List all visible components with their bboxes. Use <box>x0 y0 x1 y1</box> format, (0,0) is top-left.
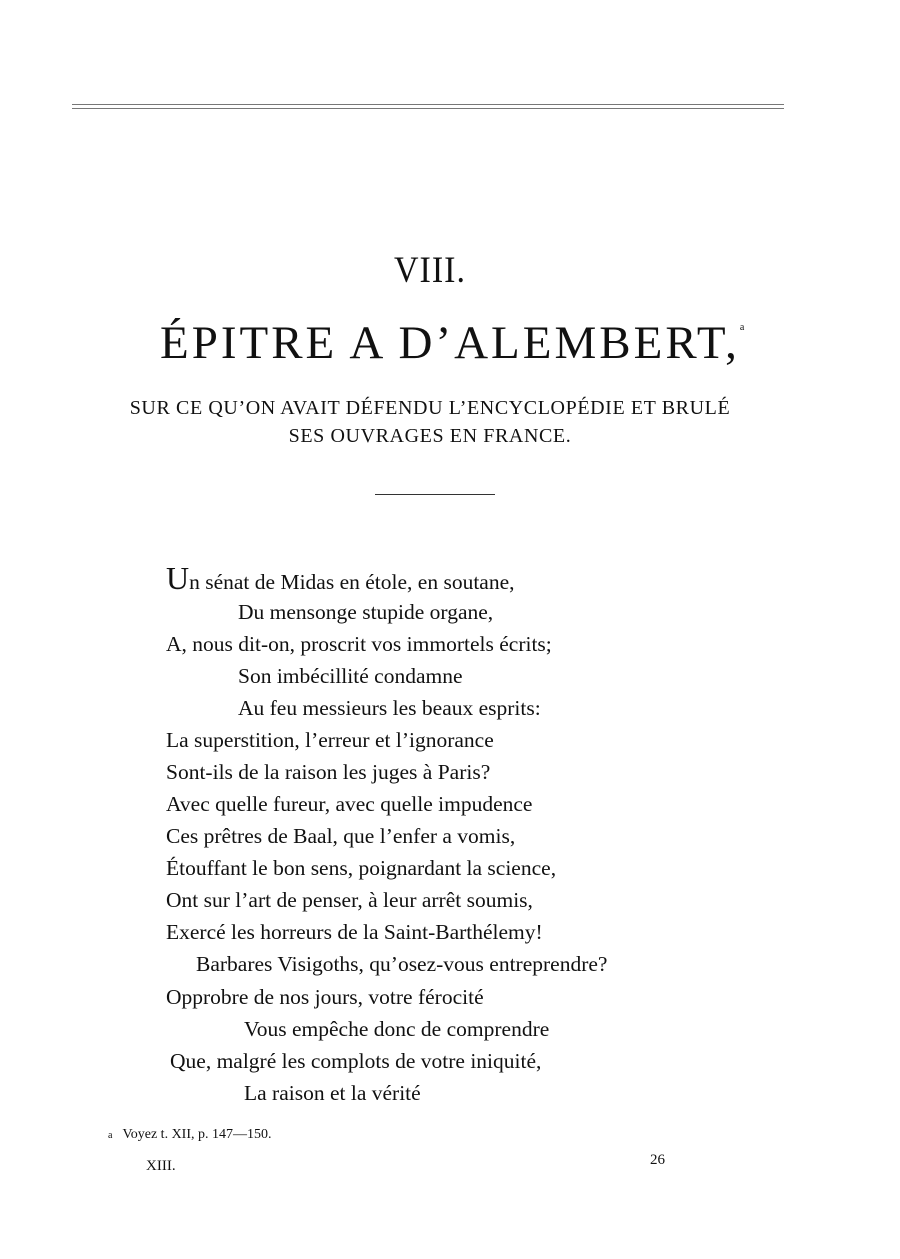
verse-line: Étouffant le bon sens, poignardant la science, <box>166 856 557 880</box>
piece-number: VIII. <box>393 250 467 291</box>
footnote <box>108 1127 272 1143</box>
verse-line: Opprobre de nos jours, votre férocité <box>166 985 484 1009</box>
verse-line: Barbares Visigoths, qu’osez-vous entreprendre? <box>196 952 608 976</box>
verse-line: Du mensonge stupide organe, <box>238 600 494 624</box>
footnote-mark: a <box>108 1130 113 1141</box>
verse-line: Au feu messieurs les beaux esprits: <box>238 696 541 720</box>
verse-line: Son imbécillité condamne <box>238 664 463 688</box>
header-double-rule <box>72 104 784 110</box>
subtitle-line-2: SES OUVRAGES EN FRANCE. <box>288 425 572 447</box>
verse-line: Sont-ils de la raison les juges à Paris? <box>166 760 491 784</box>
verse-line: Un sénat de Midas en étole, en soutane, <box>166 560 515 596</box>
section-divider <box>375 494 495 495</box>
verse-line: Ces prêtres de Baal, que l’enfer a vomis, <box>166 824 516 848</box>
verse-line: Ont sur l’art de penser, à leur arrêt soumis, <box>166 888 533 912</box>
verse-line: Vous empêche donc de comprendre <box>244 1017 550 1041</box>
verse-line: Avec quelle fureur, avec quelle impudence <box>166 792 533 816</box>
verse-line: A, nous dit-on, proscrit vos immortels écrits; <box>166 632 552 656</box>
page-title <box>160 316 745 370</box>
verse-line: Exercé les horreurs de la Saint-Barthélemy! <box>166 920 543 944</box>
volume-signature: XIII. <box>146 1158 176 1174</box>
footnote-text: Voyez t. XII, p. 147—150. <box>122 1127 272 1142</box>
verse-line: La superstition, l’erreur et l’ignorance <box>166 728 494 752</box>
drop-cap: U <box>166 560 190 596</box>
subtitle-line-1: SUR CE QU’ON AVAIT DÉFENDU L’ENCYCLOPÉDIE ET BRULÉ <box>129 397 731 419</box>
verse-line: La raison et la vérité <box>244 1081 421 1105</box>
verse-line: Que, malgré les complots de votre iniquité, <box>170 1049 542 1073</box>
footnote-reference: a <box>739 322 745 333</box>
title-text: ÉPITRE A D’ALEMBERT, <box>160 317 740 369</box>
page-number: 26 <box>650 1152 665 1168</box>
